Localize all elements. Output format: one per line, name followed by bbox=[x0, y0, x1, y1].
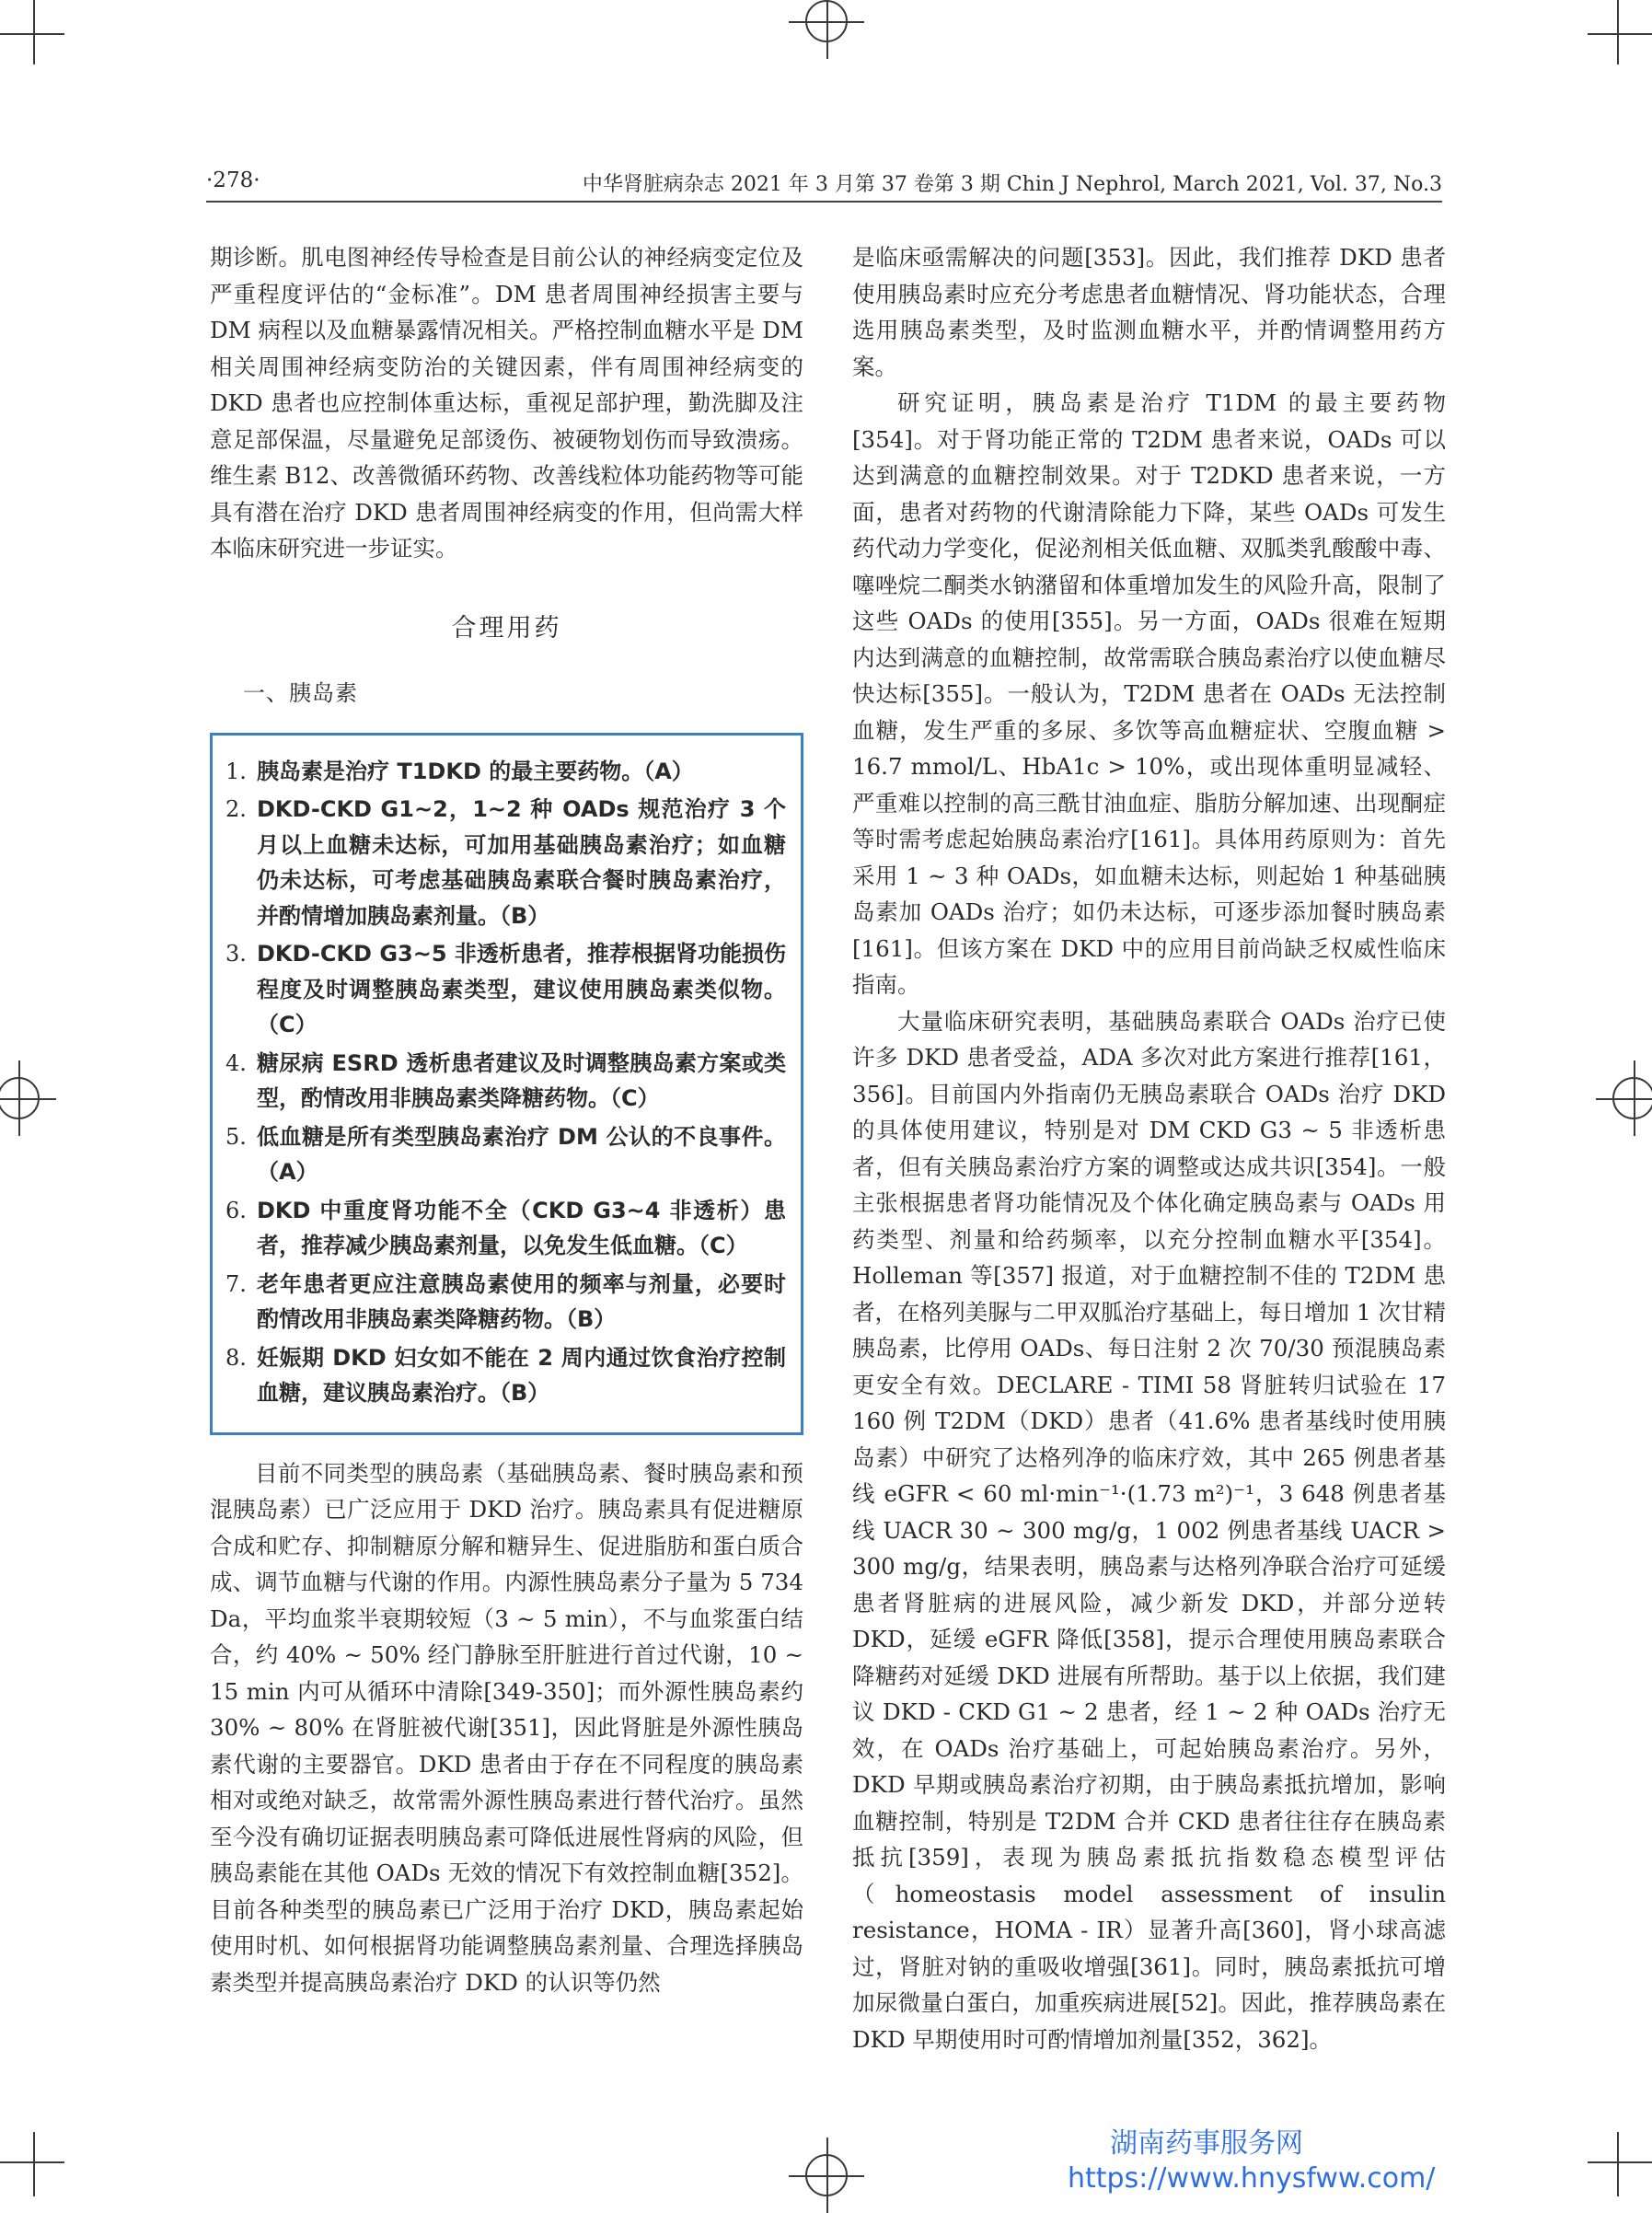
registration-mark bbox=[805, 0, 848, 42]
recommendation-item bbox=[225, 792, 786, 933]
left-column bbox=[210, 239, 803, 2000]
recommendation-text: DKD-CKD G3~5 非透析患者，推荐根据肾功能损伤程度及时调整胰岛素类型，建议使用胰岛素类似物。（C） bbox=[257, 941, 786, 1037]
recommendation-text: 胰岛素是治疗 T1DKD 的最主要药物。（A） bbox=[257, 758, 694, 784]
right-column bbox=[852, 239, 1446, 2057]
header-rule bbox=[206, 201, 1442, 203]
recommendation-text: 低血糖是所有类型胰岛素治疗 DM 公认的不良事件。（A） bbox=[257, 1123, 786, 1185]
recommendation-text: 妊娠期 DKD 妇女如不能在 2 周内通过饮食治疗控制血糖，建议胰岛素治疗。（B） bbox=[257, 1344, 786, 1406]
recommendation-text: 老年患者更应注意胰岛素使用的频率与剂量，必要时酌情改用非胰岛素类降糖药物。（B） bbox=[257, 1270, 786, 1332]
watermark-site-name: 湖南药事服务网 bbox=[1110, 2127, 1303, 2160]
recommendation-number: 5. bbox=[225, 1123, 247, 1150]
page-number: ·278· bbox=[206, 168, 260, 192]
crop-mark bbox=[33, 0, 35, 64]
running-header bbox=[206, 168, 1442, 205]
paragraph-clinical-studies: 大量临床研究表明，基础胰岛素联合 OADs 治疗已使许多 DKD 患者受益，ADA 多次对此方案进行推荐[161，356]。目前国内外指南仍无胰岛素联合 OADs 治疗 DKD 的具体使用建议，特别是对 DM CKD G3 ~ 5 非透析患者，但有关胰岛素治疗方案的调整或达成共识[354]。一般主张根据患者肾功能情况及个体化确定胰岛素与 OADs 用药类型、剂量和给药频率，以充分控制血糖水平[354]。Holleman 等[357] 报道，对于血糖控制不佳的 T2DM 患者，在格列美脲与二甲双胍治疗基础上，每日增加 1 次甘精胰岛素，比停用 OADs、每日注射 2 次 70/30 预混胰岛素更安全有效。DECLARE - TIMI 58 肾脏转归试验在 17 160 例 T2DM（DKD）患者（41.6% 患者基线时使用胰岛素）中研究了达格列净的临床疗效，其中 265 例患者基线 eGFR < 60 ml·min⁻¹·(1.73 m²)⁻¹，3 648 例患者基线 UACR 30 ~ 300 mg/g，1 002 例患者基线 UACR > 300 mg/g，结果表明，胰岛素与达格列净联合治疗可延缓患者肾脏病的进展风险，减少新发 DKD，并部分逆转 DKD，延缓 eGFR 降低[358]，提示合理使用胰岛素联合降糖药对延缓 DKD 进展有所帮助。基于以上依据，我们建议 DKD - CKD G1 ~ 2 患者，经 1 ~ 2 种 OADs 治疗无效，在 OADs 治疗基础上，可起始胰岛素治疗。另外，DKD 早期或胰岛素治疗初期，由于胰岛素抵抗增加，影响血糖控制，特别是 T2DM 合并 CKD 患者往往存在胰岛素抵抗[359]，表现为胰岛素抵抗指数稳态模型评估（homeostasis model assessment of insulin resistance，HOMA - IR）显著升高[360]，肾小球高滤过，肾脏对钠的重吸收增强[361]。同时，胰岛素抵抗可增加尿微量白蛋白，加重疾病进展[52]。因此，推荐胰岛素在 DKD 早期使用时可酌情增加剂量[352，362]。 bbox=[852, 1007, 1446, 2053]
recommendation-number: 1. bbox=[225, 758, 247, 784]
paragraph-continued: 是临床亟需解决的问题[353]。因此，我们推荐 DKD 患者使用胰岛素时应充分考虑患者血糖情况、肾功能状态，合理选用胰岛素类型，及时监测血糖水平，并酌情调整用药方案。 bbox=[852, 244, 1446, 380]
paragraph-insulin-types: 目前不同类型的胰岛素（基础胰岛素、餐时胰岛素和预混胰岛素）已广泛应用于 DKD 治疗。胰岛素具有促进糖原合成和贮存、抑制糖原分解和糖异生、促进脂肪和蛋白质合成、调节血糖与代谢的作用。内源性胰岛素分子量为 5 734 Da，平均血浆半衰期较短（3 ~ 5 min），不与血浆蛋白结合，约 40% ~ 50% 经门静脉至肝脏进行首过代谢，10 ~ 15 min 内可从循环中清除[349-350]；而外源性胰岛素约 30% ~ 80% 在肾脏被代谢[351]，因此肾脏是外源性胰岛素代谢的主要器官。DKD 患者由于存在不同程度的胰岛素相对或绝对缺乏，故常需外源性胰岛素进行替代治疗。虽然至今没有确切证据表明胰岛素可降低进展性肾病的风险，但胰岛素能在其他 OADs 无效的情况下有效控制血糖[352]。目前各种类型的胰岛素已广泛用于治疗 DKD，胰岛素起始使用时机、如何根据肾功能调整胰岛素剂量、合理选择胰岛素类型并提高胰岛素治疗 DKD 的认识等仍然 bbox=[210, 1459, 803, 1996]
registration-mark bbox=[805, 2154, 848, 2196]
journal-citation: 中华肾脏病杂志 2021 年 3 月第 37 卷第 3 期 Chin J Nephrol, March 2021, Vol. 37, No.3 bbox=[582, 173, 1442, 196]
crop-mark bbox=[1588, 2161, 1652, 2163]
recommendation-item bbox=[225, 1267, 786, 1338]
crop-mark bbox=[0, 2161, 64, 2163]
recommendation-number: 7. bbox=[225, 1270, 247, 1297]
recommendation-box bbox=[210, 733, 803, 1435]
crop-mark bbox=[1617, 0, 1619, 64]
recommendation-item bbox=[225, 1046, 786, 1117]
recommendation-text: 糖尿病 ESRD 透析患者建议及时调整胰岛素方案或类型，酌情改用非胰岛素类降糖药物。（C） bbox=[257, 1049, 786, 1111]
paragraph-research-evidence: 研究证明，胰岛素是治疗 T1DM 的最主要药物[354]。对于肾功能正常的 T2DM 患者来说，OADs 可以达到满意的血糖控制效果。对于 T2DKD 患者来说，一方面，患者对药物的代谢清除能力下降，某些 OADs 可发生药代动力学变化，促泌剂相关低血糖、双胍类乳酸酸中毒、噻唑烷二酮类水钠潴留和体重增加发生的风险升高，限制了这些 OADs 的使用[355]。另一方面，OADs 很难在短期内达到满意的血糖控制，故常需联合胰岛素治疗以使血糖尽快达标[355]。一般认为，T2DM 患者在 OADs 无法控制血糖，发生严重的多尿、多饮等高血糖症状、空腹血糖 > 16.7 mmol/L、HbA1c > 10%，或出现体重明显减轻、严重难以控制的高三酰甘油血症、脂肪分解加速、出现酮症等时需考虑起始胰岛素治疗[161]。具体用药原则为：首先采用 1 ~ 3 种 OADs，如血糖未达标，则起始 1 种基础胰岛素加 OADs 治疗；如仍未达标，可逐步添加餐时胰岛素[161]。但该方案在 DKD 中的应用目前尚缺乏权威性临床指南。 bbox=[852, 389, 1446, 998]
recommendation-number: 6. bbox=[225, 1197, 247, 1223]
recommendation-number: 2. bbox=[225, 796, 247, 822]
recommendation-number: 3. bbox=[225, 941, 247, 967]
recommendation-item bbox=[225, 936, 786, 1043]
recommendation-number: 8. bbox=[225, 1344, 247, 1371]
watermark-url[interactable]: https://www.hnysfww.com/ bbox=[1068, 2162, 1436, 2195]
registration-mark bbox=[1612, 1077, 1652, 1119]
crop-mark bbox=[33, 2132, 35, 2196]
paragraph-neuropathy: 期诊断。肌电图神经传导检查是目前公认的神经病变定位及严重程度评估的“金标准”。DM 患者周围神经损害主要与 DM 病程以及血糖暴露情况相关。严格控制血糖水平是 DM 相关周围神经病变防治的关键因素，伴有周围神经病变的 DKD 患者也应控制体重达标，重视足部护理，勤洗脚及注意足部保温，尽量避免足部烫伤、被硬物划伤而导致溃疡。维生素 B12、改善微循环药物、改善线粒体功能药物等可能具有潜在治疗 DKD 患者周围神经病变的作用，但尚需大样本临床研究进一步证实。 bbox=[210, 244, 803, 562]
subsection-title: 一、胰岛素 bbox=[243, 679, 358, 706]
recommendation-item bbox=[225, 754, 786, 790]
recommendation-text: DKD 中重度肾功能不全（CKD G3~4 非透析）患者，推荐减少胰岛素剂量，以免发生低血糖。（C） bbox=[257, 1197, 786, 1258]
recommendation-item bbox=[225, 1119, 786, 1190]
crop-mark bbox=[1617, 2132, 1619, 2196]
registration-mark bbox=[0, 1077, 40, 1119]
crop-mark bbox=[0, 33, 64, 35]
recommendation-text: DKD-CKD G1~2，1~2 种 OADs 规范治疗 3 个月以上血糖未达标，可加用基础胰岛素治疗；如血糖仍未达标，可考虑基础胰岛素联合餐时胰岛素治疗，并酌情增加胰岛素剂量。（B） bbox=[257, 796, 786, 929]
recommendation-number: 4. bbox=[225, 1049, 247, 1076]
crop-mark bbox=[1588, 33, 1652, 35]
watermark bbox=[1068, 2126, 1435, 2196]
recommendation-item bbox=[225, 1193, 786, 1264]
section-title: 合理用药 bbox=[451, 613, 562, 643]
recommendation-item bbox=[225, 1340, 786, 1411]
